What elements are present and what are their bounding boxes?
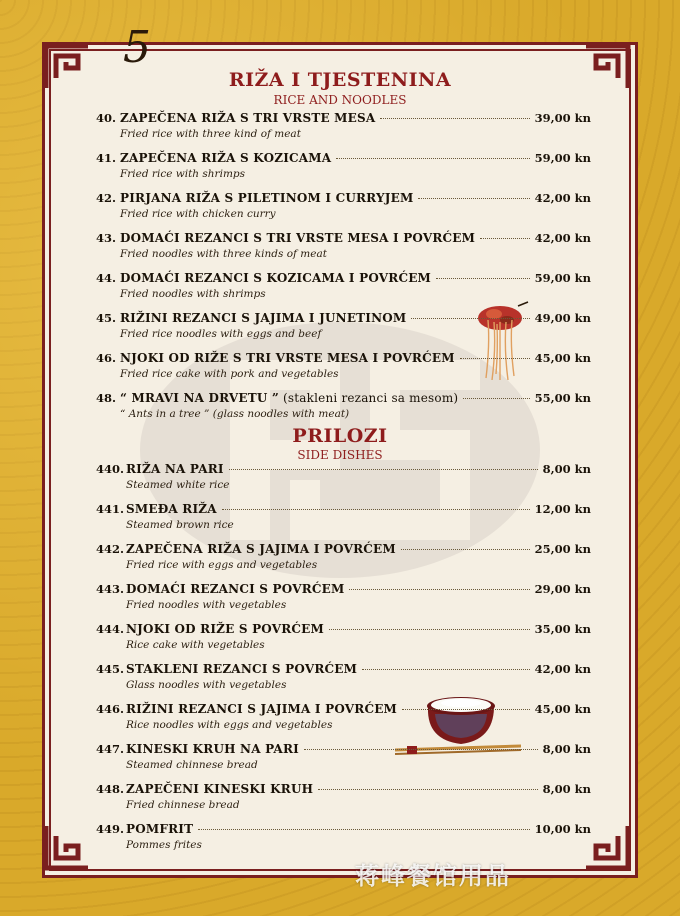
- item-name: POMFRIT: [126, 822, 194, 836]
- item-name-main: “ MRAVI NA DRVETU ”: [120, 391, 280, 405]
- leader-dots: [411, 318, 529, 319]
- item-price: 8,00 kn: [542, 742, 591, 756]
- item-number: 46.: [96, 351, 117, 365]
- item-number: 45.: [96, 311, 117, 325]
- menu-item: [96, 351, 591, 385]
- item-price: 10,00 kn: [534, 822, 591, 836]
- item-description: Fried noodles with vegetables: [126, 599, 287, 611]
- item-price: 39,00 kn: [534, 111, 591, 125]
- item-description: Pommes frites: [126, 839, 202, 851]
- leader-dots: [380, 118, 529, 119]
- item-number: 40.: [96, 111, 117, 125]
- item-price: 12,00 kn: [534, 502, 591, 516]
- item-description: Fried noodles with shrimps: [120, 288, 266, 300]
- item-price: 8,00 kn: [542, 782, 591, 796]
- item-number: 42.: [96, 191, 117, 205]
- leader-dots: [304, 749, 538, 750]
- item-number: 447.: [96, 742, 125, 756]
- item-price: 55,00 kn: [534, 391, 591, 405]
- menu-item: [96, 542, 591, 576]
- item-description: Fried rice with eggs and vegetables: [126, 559, 318, 571]
- item-description: Fried rice with shrimps: [120, 168, 246, 180]
- leader-dots: [329, 629, 530, 630]
- leader-dots: [336, 158, 529, 159]
- item-name: ZAPEČENA RIŽA S TRI VRSTE MESA: [120, 111, 376, 125]
- item-number: 449.: [96, 822, 125, 836]
- watermark-text: 蒋峰餐馆用品: [355, 862, 511, 890]
- leader-dots: [318, 789, 538, 790]
- item-number: 443.: [96, 582, 125, 596]
- leader-dots: [480, 238, 530, 239]
- leader-dots: [222, 509, 530, 510]
- item-name: STAKLENI REZANCI S POVRĆEM: [126, 662, 358, 676]
- item-description: Fried rice noodles with eggs and beef: [120, 328, 322, 340]
- item-number: 48.: [96, 391, 117, 405]
- item-description: Fried rice cake with pork and vegetables: [120, 368, 339, 380]
- menu-item: [96, 582, 591, 616]
- item-description: Steamed chinnese bread: [126, 759, 258, 771]
- item-name: ZAPEČENA RIŽA S KOZICAMA: [120, 151, 332, 165]
- menu-item: [96, 191, 591, 225]
- leader-dots: [418, 198, 529, 199]
- item-description: Steamed white rice: [126, 479, 230, 491]
- item-number: 440.: [96, 462, 125, 476]
- page-number: 5: [123, 22, 151, 73]
- item-price: 59,00 kn: [534, 151, 591, 165]
- leader-dots: [349, 589, 529, 590]
- section-subtitle: SIDE DISHES: [297, 448, 383, 462]
- leader-dots: [402, 709, 530, 710]
- item-name: ZAPEČENA RIŽA S JAJIMA I POVRĆEM: [126, 542, 396, 556]
- menu-item: [96, 462, 591, 496]
- leader-dots: [463, 398, 529, 399]
- menu-item: [96, 502, 591, 536]
- item-name: SMEĐA RIŽA: [126, 502, 217, 516]
- leader-dots: [198, 829, 529, 830]
- item-description: Steamed brown rice: [126, 519, 234, 531]
- item-price: 35,00 kn: [534, 622, 591, 636]
- menu-item: [96, 822, 591, 856]
- item-description: Fried rice with chicken curry: [120, 208, 276, 220]
- menu-item: [96, 311, 591, 345]
- item-price: 29,00 kn: [534, 582, 591, 596]
- section-title: PRILOZI: [292, 425, 388, 447]
- item-description: Glass noodles with vegetables: [126, 679, 287, 691]
- menu-item: [96, 742, 591, 776]
- leader-dots: [460, 358, 530, 359]
- item-description: Fried rice with three kind of meat: [120, 128, 301, 140]
- item-price: 59,00 kn: [534, 271, 591, 285]
- leader-dots: [436, 278, 530, 279]
- section-title: RIŽA I TJESTENINA: [228, 69, 452, 91]
- item-number: 444.: [96, 622, 125, 636]
- item-price: 45,00 kn: [534, 702, 591, 716]
- corner-ornament-icon: [42, 822, 92, 872]
- item-number: 442.: [96, 542, 125, 556]
- item-name: ZAPEČENI KINESKI KRUH: [126, 782, 314, 796]
- item-price: 49,00 kn: [534, 311, 591, 325]
- menu-item: [96, 391, 591, 425]
- item-price: 42,00 kn: [534, 662, 591, 676]
- item-price: 45,00 kn: [534, 351, 591, 365]
- item-description: Rice cake with vegetables: [126, 639, 265, 651]
- item-number: 43.: [96, 231, 117, 245]
- item-price: 8,00 kn: [542, 462, 591, 476]
- item-number: 41.: [96, 151, 117, 165]
- item-price: 42,00 kn: [534, 231, 591, 245]
- leader-dots: [401, 549, 530, 550]
- menu-item: [96, 782, 591, 816]
- item-name: PIRJANA RIŽA S PILETINOM I CURRYJEM: [120, 191, 414, 205]
- item-name-extra: (stakleni rezanci sa mesom): [279, 391, 459, 405]
- item-name: RIŽA NA PARI: [126, 462, 224, 476]
- menu-item: [96, 151, 591, 185]
- item-description: Rice noodles with eggs and vegetables: [126, 719, 333, 731]
- item-number: 445.: [96, 662, 125, 676]
- menu-item: [96, 622, 591, 656]
- item-description: Fried chinnese bread: [126, 799, 240, 811]
- item-name: RIŽINI REZANCI S JAJIMA I JUNETINOM: [120, 311, 407, 325]
- item-number: 44.: [96, 271, 117, 285]
- item-name: NJOKI OD RIŽE S POVRĆEM: [126, 622, 325, 636]
- section-subtitle: RICE AND NOODLES: [273, 93, 407, 107]
- menu-item: [96, 231, 591, 265]
- item-number: 446.: [96, 702, 125, 716]
- item-name: [120, 391, 458, 405]
- menu-item: [96, 111, 591, 145]
- item-name: DOMAĆI REZANCI S TRI VRSTE MESA I POVRĆEM: [120, 231, 476, 245]
- item-description: “ Ants in a tree ” (glass noodles with meat): [120, 408, 350, 420]
- item-number: 448.: [96, 782, 125, 796]
- item-name: RIŽINI REZANCI S JAJIMA I POVRĆEM: [126, 702, 398, 716]
- item-name: KINESKI KRUH NA PARI: [126, 742, 299, 756]
- leader-dots: [229, 469, 538, 470]
- item-name: DOMAĆI REZANCI S KOZICAMA I POVRĆEM: [120, 271, 432, 285]
- item-price: 25,00 kn: [534, 542, 591, 556]
- item-number: 441.: [96, 502, 125, 516]
- item-description: Fried noodles with three kinds of meat: [120, 248, 327, 260]
- menu-item: [96, 702, 591, 736]
- item-name: NJOKI OD RIŽE S TRI VRSTE MESA I POVRĆEM: [120, 351, 455, 365]
- item-price: 42,00 kn: [534, 191, 591, 205]
- leader-dots: [362, 669, 530, 670]
- item-name: DOMAĆI REZANCI S POVRĆEM: [126, 582, 345, 596]
